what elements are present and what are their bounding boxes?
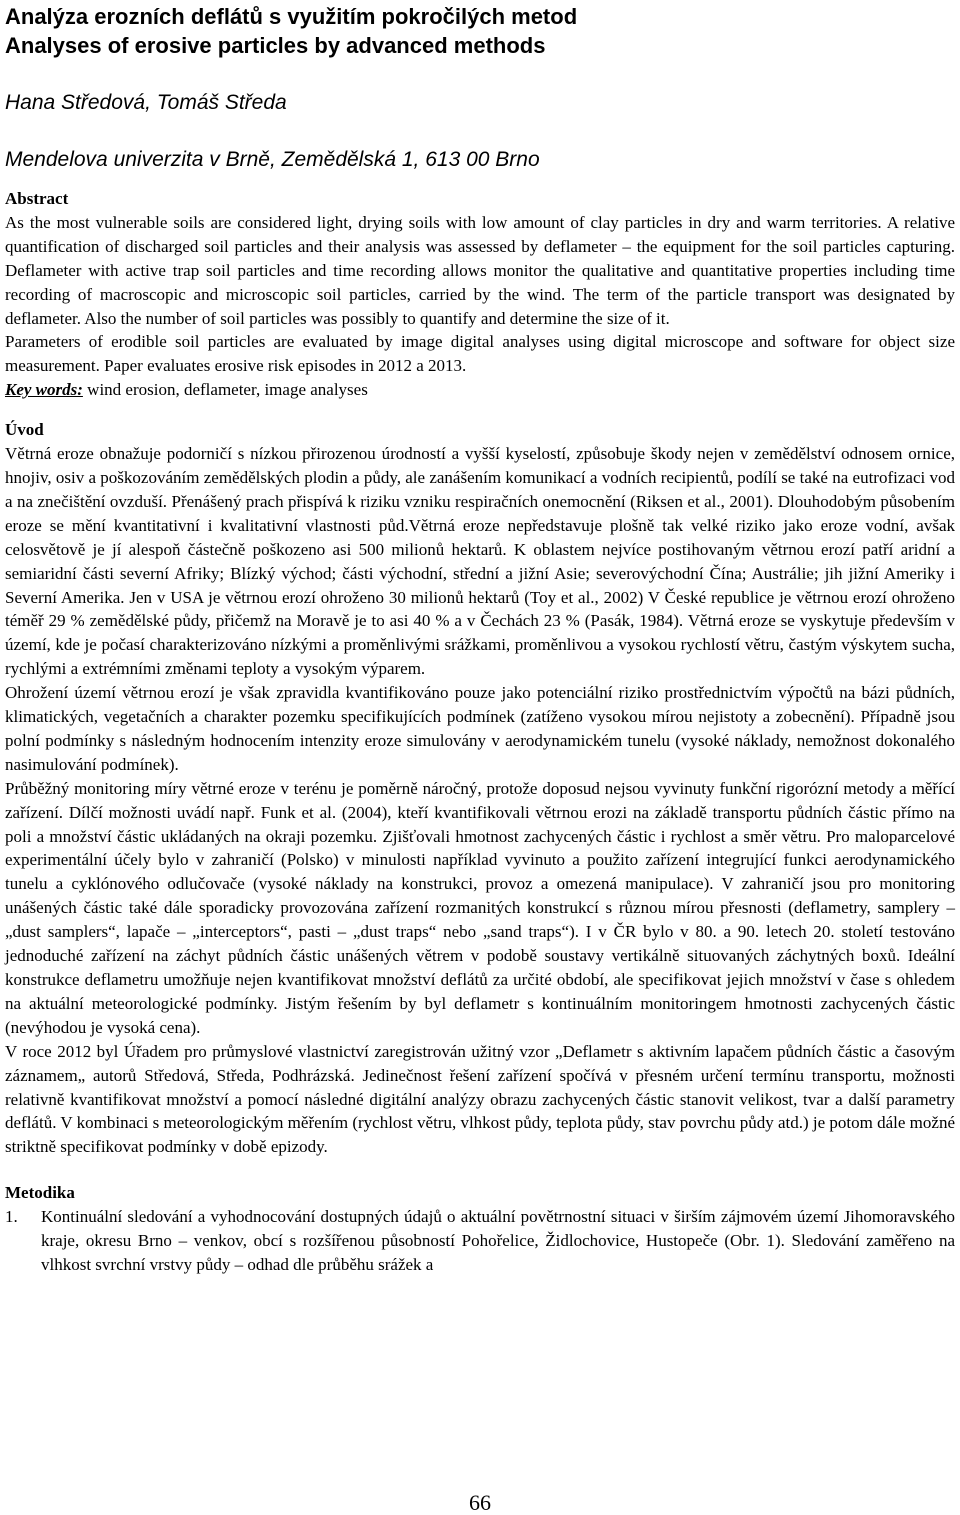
uvod-section	[5, 418, 955, 1159]
abstract-paragraph: As the most vulnerable soils are considered light, drying soils with low amount of clay particles in dry and warm territories. A relative quantification of discharged soil particles and their analysis was assessed by deflameter – the equipment for the soil particles capturing. Deflameter with active trap soil particles and time recording allows monitor the qualitative and quantitative properties including time recording of macroscopic and microscopic soil particles, carried by the wind. The term of the particle transport was designated by deflameter. Also the number of soil particles was possibly to quantify and determine the size of it.	[5, 212, 955, 328]
keywords-text: wind erosion, deflameter, image analyses	[82, 380, 368, 400]
paper-page	[5, 0, 955, 1277]
method-item-text: Kontinuální sledování a vyhodnocování dostupných údajů o aktuální povětrnostní situaci v širším zájmovém území Jihomoravského kraje, okresu Brno – venkov, obcí s rozšířenou působností Pohořelice, Židlochovice, Hustopeče (Obr. 1). Sledování zaměřeno na vlhkost svrchní vrstvy půdy – odhad dle průběhu srážek a	[41, 1207, 955, 1274]
method-item-number: 1.	[5, 1207, 18, 1227]
page-number: 66	[469, 1490, 491, 1515]
abstract-section	[5, 187, 955, 402]
method-item	[5, 1205, 955, 1277]
authors: Hana Středová, Tomáš Středa	[5, 91, 287, 114]
uvod-paragraph: V roce 2012 byl Úřadem pro průmyslové vlastnictví zaregistrován užitný vzor „Deflametr s aktivním lapačem půdních částic a časovým záznamem„ autorů Středová, Středa, Podhrázská. Jedinečnost řešení zařízení spočívá v přesném určení termínu transportu, možnosti relativně kvantifikovat množství a pomocí následné digitální analýzy obrazu zachycených částic stanovit velikost, tvar a další parametry deflátů. V kombinaci s meteorologickým měřením (rychlost větru, vlhkost půdy, teplota půdy, stav povrchu půdy atd.) je potom dále možné striktně specifikovat podmínky v době epizody.	[5, 1041, 955, 1157]
keywords-line	[5, 378, 955, 402]
uvod-heading: Úvod	[5, 420, 44, 440]
title-english: Analyses of erosive particles by advanced methods	[5, 33, 546, 58]
uvod-paragraph: Průběžný monitoring míry větrné eroze v terénu je poměrně náročný, protože doposud nejsou vyvinuty funkční rigorózní metody a měřící zařízení. Dílčí možnosti uvádí např. Funk et al. (2004), kteří kvantifikovali větrnou erozi na základě transportu půdních částic přímo na poli a množství částic ukládaných na okraji pozemku. Zjišťovali hmotnost zachycených částic i rychlost a směr větru. Pro maloparcelové experimentální účely bylo v zahraničí (Polsko) v minulosti například vyvinuto a použito zařízení integrující funkci aerodynamického tunelu a cyklónového odlučovače (vysoké náklady na konstrukci, provoz a omezená manipulace). V zahraničí jsou pro monitoring unášených částic také dále sporadicky provozována zařízení rozmanitých konstrukcí s různou mírou přesnosti (deflametry, samplery – „dust samplers“, lapače – „interceptors“, pasti – „dust traps“ nebo „sand traps“). I v ČR bylo v 80. a 90. letech 20. století testováno jednoduché zařízení na záchyt půdních částic unášených větrem v podobě soustavy vertikálně situovaných záchytných boxů. Ideální konstrukce deflametru umožňuje nejen kvantifikovat množství deflátů za určité období, ale specifikovat jejich množství v čase s ohledem na aktuální meteorologické podmínky. Jistým řešením by byl deflametr s kontinuálním monitoringem hmotnosti zachycených částic (nevýhodou je vysoká cena).	[5, 778, 955, 1037]
method-list	[5, 1205, 955, 1277]
uvod-paragraph: Ohrožení území větrnou erozí je však zpravidla kvantifikováno pouze jako potenciální riziko prostřednictvím výpočtů na bázi půdních, klimatických, vegetačních a charakter pozemku specifikujících podmínek (zatíženo vysokou mírou nejistoty a zobecnění). Případně jsou polní podmínky s následným hodnocením intenzity eroze simulovány v aerodynamickém tunelu (vysoké náklady, nemožnost dokonalého nasimulování podmínek).	[5, 683, 955, 774]
keywords-label: Key words:	[5, 380, 83, 400]
abstract-paragraph: Parameters of erodible soil particles are evaluated by image digital analyses using digital microscope and software for object size measurement. Paper evaluates erosive risk episodes in 2012 a 2013.	[5, 332, 955, 376]
metodika-heading: Metodika	[5, 1183, 75, 1203]
metodika-section	[5, 1181, 955, 1277]
abstract-heading: Abstract	[5, 189, 69, 208]
affiliation: Mendelova univerzita v Brně, Zemědělská 1, 613 00 Brno	[5, 148, 540, 171]
uvod-paragraph: Větrná eroze obnažuje podorničí s nízkou přirozenou úrodností a vyšší kyselostí, způsobuje škody nejen v zemědělství odnosem ornice, hnojiv, osiv a poškozováním zemědělských plodin a půdy, ale zanášením komunikací a vodních recipientů, podílí se také na eutrofizaci vod a na znečištění ovzduší. Přenášený prach přispívá k riziku vzniku respiračních onemocnění (Riksen et al., 2001). Dlouhodobým působením eroze se mění kvantitativní i kvalitativní vlastnosti půd.Větrná eroze nepředstavuje plošně tak velké riziko jako eroze vodní, avšak celosvětově je jí alespoň částečně poškozeno asi 500 milionů hektarů. K oblastem nejvíce postihovaným větrnou erozí patří aridní a semiaridní části severní Afriky; Blízký východ; části východní, střední a jižní Asie; severovýchodní Čína; Austrálie; jih jižní Ameriky i Severní Amerika. Jen v USA je větrnou erozí ohroženo 30 milionů hektarů (Toy et al., 2002) V České republice je větrnou erozí ohroženo téměř 29 % zemědělské půdy, přičemž na Moravě je to asi 40 % a v Čechách 23 % (Pasák, 1984). Větrná eroze se vyskytuje především v území, kde je počasí charakterizováno nízkými a proměnlivými srážkami, proměnlivou a vysokou rychlostí větru, častým výskytem sucha, rychlými a extrémními změnami teploty a vysokým výparem.	[5, 444, 955, 679]
title-czech: Analýza erozních deflátů s využitím pokročilých metod	[5, 4, 578, 29]
